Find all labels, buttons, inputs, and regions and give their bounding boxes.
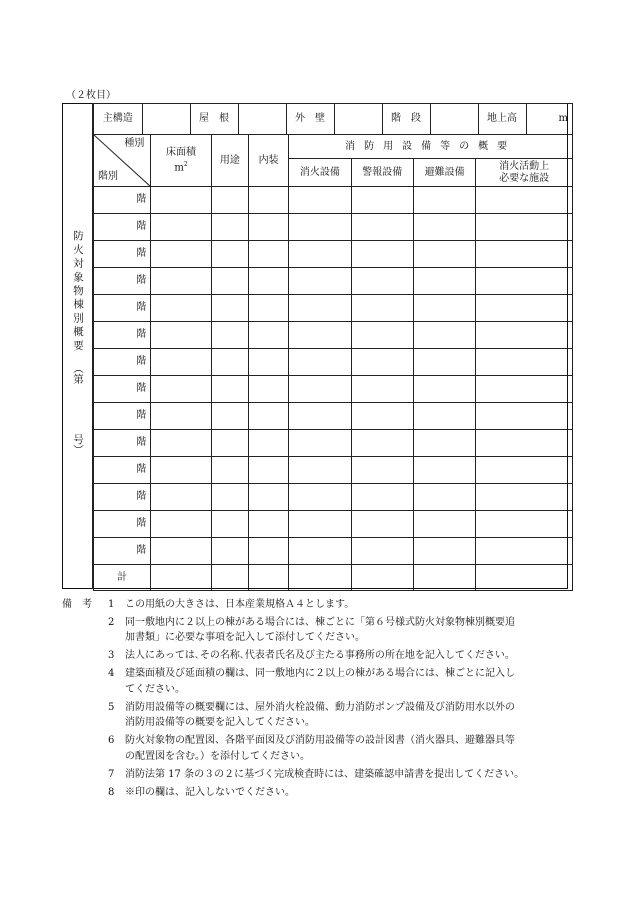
- note-number: 4: [108, 668, 115, 680]
- floor-row: [94, 187, 573, 214]
- alarm-cell[interactable]: [351, 295, 413, 322]
- note-line: 建築面積及び延面積の欄は、同一敷地内に２以上の棟がある場合には、棟ごとに記入し: [125, 668, 515, 680]
- interior-cell[interactable]: [248, 349, 288, 376]
- stairs-label: 階 段: [382, 104, 430, 134]
- floor-label: 階: [94, 538, 151, 565]
- interior-cell[interactable]: [248, 457, 288, 484]
- interior-cell[interactable]: [248, 403, 288, 430]
- interior-cell[interactable]: [248, 538, 288, 565]
- total-interior[interactable]: [248, 565, 288, 591]
- note-number: 8: [108, 786, 115, 798]
- alarm-cell[interactable]: [351, 430, 413, 457]
- evacuation-cell[interactable]: [413, 322, 475, 349]
- use-cell[interactable]: [211, 349, 248, 376]
- fire-extinguishing-cell[interactable]: [289, 295, 351, 322]
- interior-cell[interactable]: [248, 241, 288, 268]
- alarm-header: 警報設備: [351, 159, 413, 187]
- interior-cell[interactable]: [248, 511, 288, 538]
- floor-rows: [94, 187, 573, 565]
- floor-row: [94, 376, 573, 403]
- use-cell[interactable]: [211, 403, 248, 430]
- floor-area-cell[interactable]: [151, 484, 211, 511]
- floor-row: [94, 349, 573, 376]
- floor-label: 階: [94, 214, 151, 241]
- floor-area-sup: 2: [183, 160, 188, 168]
- floor-row: [94, 322, 573, 349]
- interior-cell[interactable]: [248, 430, 288, 457]
- use-cell[interactable]: [211, 322, 248, 349]
- floor-area-cell[interactable]: [151, 322, 211, 349]
- alarm-cell[interactable]: [351, 484, 413, 511]
- roof-field[interactable]: [238, 104, 286, 134]
- equipment-group-header: 消防用設備等の概要: [289, 135, 573, 159]
- firefighting-cell[interactable]: [476, 268, 573, 295]
- floor-label: 階: [94, 430, 151, 457]
- floor-area-cell[interactable]: [151, 376, 211, 403]
- alarm-cell[interactable]: [351, 511, 413, 538]
- floor-row: [94, 295, 573, 322]
- floor-row: [94, 268, 573, 295]
- alarm-cell[interactable]: [351, 241, 413, 268]
- main-structure-label: 主構造: [94, 104, 142, 134]
- interior-cell[interactable]: [248, 484, 288, 511]
- page-label: （２枚目）: [66, 90, 116, 101]
- note-line: 消防法第 17 条の３の２に基づく完成検査時には、建築確認申請書を提出してください。: [125, 769, 525, 780]
- note-item: [108, 615, 575, 646]
- main-structure-field[interactable]: [142, 104, 190, 134]
- alarm-cell[interactable]: [351, 403, 413, 430]
- notes-heading: 備 考: [62, 599, 92, 610]
- note-item: [108, 733, 575, 764]
- vertical-title: 防火対象物棟別概要: [72, 230, 84, 354]
- fire-extinguishing-header: 消火設備: [289, 159, 351, 187]
- alarm-cell[interactable]: [351, 322, 413, 349]
- interior-cell[interactable]: [248, 187, 288, 214]
- fire-extinguishing-cell[interactable]: [289, 322, 351, 349]
- note-line: 防火対象物の配置図、各階平面図及び消防用設備等の設計図書（消火器具、避難器具等: [125, 735, 515, 747]
- floor-area-cell[interactable]: [151, 295, 211, 322]
- floor-row: [94, 457, 573, 484]
- note-line: 同一敷地内に２以上の棟がある場合には、棟ごとに「第６号様式防火対象物棟別概要追: [125, 616, 515, 628]
- firefighting-cell[interactable]: [476, 403, 573, 430]
- note-line: 消防用設備等の概要を記入してください。: [125, 717, 315, 729]
- total-floor-area[interactable]: [151, 565, 211, 591]
- floor-area-cell[interactable]: [151, 241, 211, 268]
- floor-area-label: 床面積: [166, 146, 197, 158]
- use-cell[interactable]: [211, 214, 248, 241]
- note-line: 法人にあっては､その名称､代表者氏名及び主たる事務所の所在地を記入してください。: [125, 650, 515, 662]
- floor-label: 階: [94, 268, 151, 295]
- alarm-cell[interactable]: [351, 268, 413, 295]
- fire-extinguishing-cell[interactable]: [289, 484, 351, 511]
- fire-extinguishing-cell[interactable]: [289, 349, 351, 376]
- interior-cell[interactable]: [248, 295, 288, 322]
- height-label: 地上高: [478, 104, 526, 134]
- interior-cell[interactable]: [248, 322, 288, 349]
- floor-area-cell[interactable]: [151, 349, 211, 376]
- floor-label: 階: [94, 187, 151, 214]
- fire-extinguishing-cell[interactable]: [289, 376, 351, 403]
- total-use[interactable]: [211, 565, 248, 591]
- use-cell[interactable]: [211, 457, 248, 484]
- fire-extinguishing-cell[interactable]: [289, 241, 351, 268]
- floor-label: 階: [94, 403, 151, 430]
- note-line: の配置図を含む。）を添付してください。: [125, 750, 310, 762]
- firefighting-cell[interactable]: [476, 241, 573, 268]
- use-cell[interactable]: [211, 241, 248, 268]
- fire-extinguishing-cell[interactable]: [289, 457, 351, 484]
- floor-label: 階: [94, 376, 151, 403]
- building-overview-table: [93, 103, 573, 591]
- evacuation-cell[interactable]: [413, 187, 475, 214]
- evacuation-cell[interactable]: [413, 214, 475, 241]
- firefighting-header: [476, 159, 573, 187]
- evacuation-cell[interactable]: [413, 430, 475, 457]
- alarm-cell[interactable]: [351, 214, 413, 241]
- floor-area-cell[interactable]: [151, 403, 211, 430]
- height-field[interactable]: [526, 104, 572, 134]
- roof-label: 屋 根: [190, 104, 238, 134]
- firefighting-cell[interactable]: [476, 376, 573, 403]
- firefighting-cell[interactable]: [476, 484, 573, 511]
- floor-row: [94, 430, 573, 457]
- evacuation-cell[interactable]: [413, 457, 475, 484]
- note-item: [108, 785, 575, 801]
- floor-label: 階: [94, 349, 151, 376]
- floor-area-cell[interactable]: [151, 457, 211, 484]
- use-cell[interactable]: [211, 484, 248, 511]
- use-header: 用途: [211, 135, 248, 187]
- floor-label: 階: [94, 511, 151, 538]
- vertical-paren-close: 号）: [72, 434, 84, 455]
- note-number: 1: [108, 599, 115, 610]
- fire-extinguishing-cell[interactable]: [289, 403, 351, 430]
- diagonal-header-cell: [94, 135, 151, 187]
- height-unit: m: [558, 113, 568, 124]
- interior-cell[interactable]: [248, 214, 288, 241]
- note-item: [108, 648, 575, 664]
- floor-row: [94, 241, 573, 268]
- exterior-wall-field[interactable]: [334, 104, 382, 134]
- fire-extinguishing-cell[interactable]: [289, 538, 351, 565]
- evacuation-cell[interactable]: [413, 538, 475, 565]
- use-cell[interactable]: [211, 511, 248, 538]
- firefighting-line2: 必要な施設: [499, 172, 550, 184]
- evacuation-cell[interactable]: [413, 403, 475, 430]
- floor-area-cell[interactable]: [151, 538, 211, 565]
- firefighting-cell[interactable]: [476, 214, 573, 241]
- fire-extinguishing-cell[interactable]: [289, 430, 351, 457]
- note-number: 6: [108, 735, 115, 747]
- firefighting-line1: 消火活動上: [499, 160, 550, 172]
- firefighting-cell[interactable]: [476, 457, 573, 484]
- note-line: この用紙の大きさは、日本産業規格Ａ４とします。: [125, 599, 355, 610]
- total-row: [94, 565, 573, 591]
- note-line: 消防用設備等の概要欄には、屋外消火栓設備、動力消防ポンプ設備及び消防用水以外の: [125, 701, 515, 713]
- fire-extinguishing-cell[interactable]: [289, 511, 351, 538]
- evacuation-header: 避難設備: [413, 159, 475, 187]
- firefighting-cell[interactable]: [476, 295, 573, 322]
- fire-extinguishing-cell[interactable]: [289, 187, 351, 214]
- firefighting-cell[interactable]: [476, 322, 573, 349]
- stairs-field[interactable]: [430, 104, 478, 134]
- floor-area-unit-wrap: [151, 159, 210, 174]
- interior-header: 内装: [248, 135, 288, 187]
- use-cell[interactable]: [211, 538, 248, 565]
- vertical-paren-open: （第: [72, 363, 84, 384]
- total-fire-extinguishing[interactable]: [289, 565, 351, 591]
- use-cell[interactable]: [211, 187, 248, 214]
- diag-top-label: 種別: [124, 138, 145, 149]
- interior-cell[interactable]: [248, 376, 288, 403]
- floor-row: [94, 511, 573, 538]
- floor-row: [94, 214, 573, 241]
- note-number: 7: [108, 769, 115, 780]
- evacuation-cell[interactable]: [413, 376, 475, 403]
- alarm-cell[interactable]: [351, 457, 413, 484]
- exterior-wall-label: 外 壁: [286, 104, 334, 134]
- floor-area-cell[interactable]: [151, 268, 211, 295]
- evacuation-cell[interactable]: [413, 295, 475, 322]
- note-line: 加書類」に必要な事項を記入して添付してください。: [125, 632, 365, 644]
- floor-row: [94, 403, 573, 430]
- firefighting-cell[interactable]: [476, 187, 573, 214]
- use-cell[interactable]: [211, 268, 248, 295]
- evacuation-cell[interactable]: [413, 511, 475, 538]
- evacuation-cell[interactable]: [413, 241, 475, 268]
- alarm-cell[interactable]: [351, 187, 413, 214]
- floor-area-cell[interactable]: [151, 430, 211, 457]
- fire-extinguishing-cell[interactable]: [289, 214, 351, 241]
- note-line: てください。: [125, 683, 185, 695]
- alarm-cell[interactable]: [351, 376, 413, 403]
- structure-row: [94, 104, 573, 135]
- total-alarm[interactable]: [351, 565, 413, 591]
- firefighting-cell[interactable]: [476, 349, 573, 376]
- floor-label: 階: [94, 241, 151, 268]
- note-item: [108, 767, 575, 783]
- vertical-title-column: [62, 103, 93, 589]
- total-evacuation[interactable]: [413, 565, 475, 591]
- total-label: 計: [94, 565, 151, 591]
- floor-area-unit: m: [174, 162, 184, 174]
- evacuation-cell[interactable]: [413, 349, 475, 376]
- use-cell[interactable]: [211, 376, 248, 403]
- use-cell[interactable]: [211, 430, 248, 457]
- floor-area-cell[interactable]: [151, 214, 211, 241]
- floor-area-header: [151, 135, 211, 187]
- floor-label: 階: [94, 295, 151, 322]
- note-item: [108, 597, 575, 613]
- note-line: ※印の欄は、記入しないでください。: [125, 786, 295, 798]
- note-number: 3: [108, 650, 115, 662]
- total-firefighting[interactable]: [476, 565, 573, 591]
- floor-area-cell[interactable]: [151, 187, 211, 214]
- use-cell[interactable]: [211, 295, 248, 322]
- alarm-cell[interactable]: [351, 349, 413, 376]
- evacuation-cell[interactable]: [413, 484, 475, 511]
- note-number: 2: [108, 616, 115, 628]
- firefighting-cell[interactable]: [476, 538, 573, 565]
- note-item: [108, 700, 575, 731]
- floor-row: [94, 538, 573, 565]
- floor-label: 階: [94, 457, 151, 484]
- note-number: 5: [108, 701, 115, 713]
- floor-row: [94, 484, 573, 511]
- floor-label: 階: [94, 484, 151, 511]
- firefighting-cell[interactable]: [476, 511, 573, 538]
- floor-area-cell[interactable]: [151, 511, 211, 538]
- evacuation-cell[interactable]: [413, 268, 475, 295]
- fire-extinguishing-cell[interactable]: [289, 268, 351, 295]
- interior-cell[interactable]: [248, 268, 288, 295]
- note-item: [108, 666, 575, 697]
- firefighting-cell[interactable]: [476, 430, 573, 457]
- diag-bottom-label: 階別: [98, 171, 118, 182]
- alarm-cell[interactable]: [351, 538, 413, 565]
- floor-label: 階: [94, 322, 151, 349]
